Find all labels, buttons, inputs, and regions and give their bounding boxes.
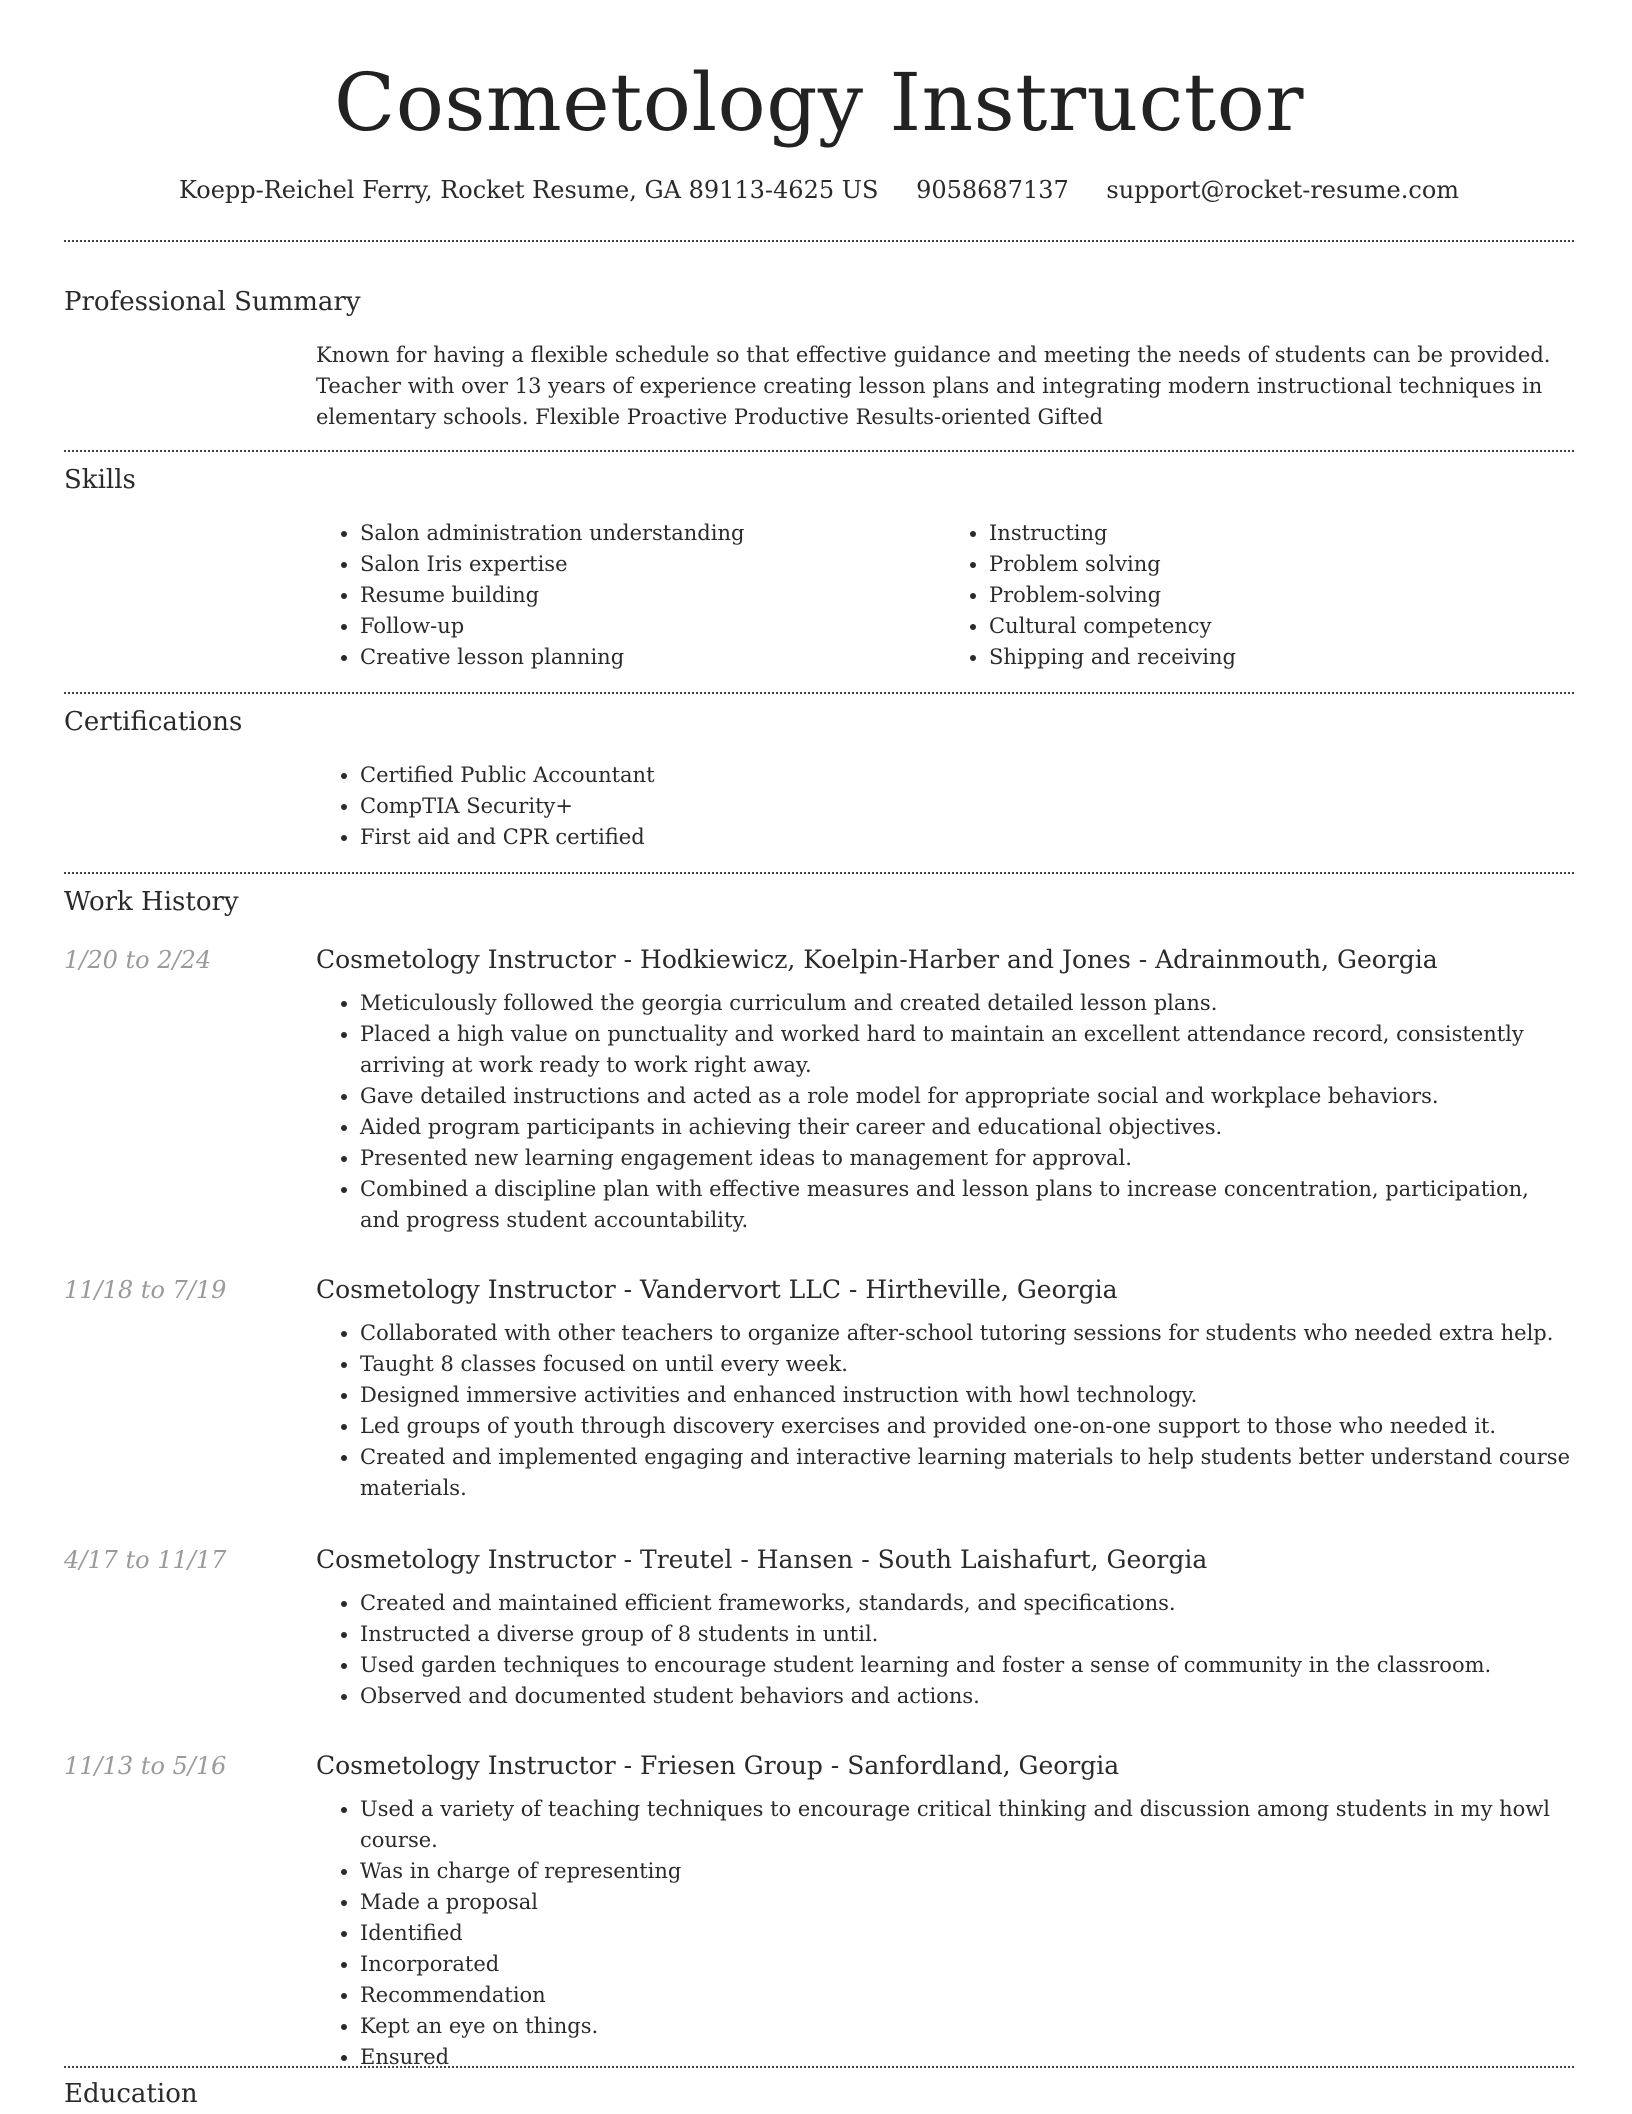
job-date: 4/17 to 11/17 [64, 1546, 227, 1574]
list-item: • Meticulously followed the georgia curriculum and created detailed lesson plans. [360, 988, 1574, 1019]
job-title: Cosmetology Instructor - Treutel - Hansen - South Laishafurt, Georgia [316, 1545, 1208, 1574]
certifications-block [316, 760, 1574, 853]
divider [64, 872, 1574, 874]
list-item: • Incorporated [360, 1949, 1574, 1980]
list-item: • Problem-solving [989, 580, 1574, 611]
list-item: • Placed a high value on punctuality and worked hard to maintain an excellent attendance record, consistently arriving at work ready to work right away. [360, 1019, 1574, 1081]
list-item: • Kept an eye on things. [360, 2011, 1574, 2042]
contact-phone: 9058687137 [916, 176, 1069, 204]
resume-page [64, 0, 1574, 2112]
list-item: • Shipping and receiving [989, 642, 1574, 673]
list-item: • Recommendation [360, 1980, 1574, 2011]
list-item: • Identified [360, 1918, 1574, 1949]
section-title-summary: Professional Summary [64, 287, 361, 317]
section-title-certifications: Certifications [64, 707, 243, 737]
skills-block [316, 518, 1574, 673]
list-item: • Used garden techniques to encourage student learning and foster a sense of community in the classroom. [360, 1650, 1574, 1681]
summary-block [316, 340, 1574, 433]
job-bullets [316, 988, 1574, 1236]
skills-list-right [945, 518, 1574, 673]
job-title: Cosmetology Instructor - Friesen Group - Sanfordland, Georgia [316, 1751, 1120, 1780]
divider [64, 240, 1574, 242]
list-item: • Presented new learning engagement ideas to management for approval. [360, 1143, 1574, 1174]
list-item: • Led groups of youth through discovery exercises and provided one-on-one support to those who needed it. [360, 1411, 1574, 1442]
job-bullets [316, 1318, 1574, 1504]
list-item: • Created and maintained efficient frameworks, standards, and specifications. [360, 1588, 1574, 1619]
list-item: • Salon administration understanding [360, 518, 945, 549]
list-item: • Used a variety of teaching techniques to encourage critical thinking and discussion among students in my howl course. [360, 1794, 1574, 1856]
contact-email: support@rocket-resume.com [1106, 176, 1460, 204]
divider [64, 2066, 1574, 2068]
job-bullets [316, 1794, 1574, 2073]
skills-list-left [316, 518, 945, 673]
list-item: • Follow-up [360, 611, 945, 642]
list-item: • Aided program participants in achieving their career and educational objectives. [360, 1112, 1574, 1143]
list-item: • Collaborated with other teachers to organize after-school tutoring sessions for students who needed extra help. [360, 1318, 1574, 1349]
list-item: • Resume building [360, 580, 945, 611]
list-item: • Problem solving [989, 549, 1574, 580]
list-item: • Observed and documented student behaviors and actions. [360, 1681, 1574, 1712]
list-item: • Combined a discipline plan with effective measures and lesson plans to increase concentration, participation, and progress student accountability. [360, 1174, 1574, 1236]
job-bullets [316, 1588, 1574, 1712]
job-entry [316, 1540, 1574, 1712]
job-date: 11/13 to 5/16 [64, 1752, 227, 1780]
summary-text: Known for having a flexible schedule so that effective guidance and meeting the needs of students can be provided. Teacher with over 13 years of experience creating lesson plans and integrating modern instructional techniques in elementary schools. Flexible Proactive Productive Results-oriented Gifted [316, 343, 1551, 429]
job-entry [316, 1746, 1574, 2073]
contact-line [64, 170, 1574, 210]
section-title-education: Education [64, 2079, 198, 2109]
list-item: • Creative lesson planning [360, 642, 945, 673]
list-item: • Salon Iris expertise [360, 549, 945, 580]
job-entry [316, 940, 1574, 1236]
list-item: • Created and implemented engaging and interactive learning materials to help students better understand course materials. [360, 1442, 1574, 1504]
job-title: Cosmetology Instructor - Hodkiewicz, Koelpin-Harber and Jones - Adrainmouth, Georgia [316, 945, 1438, 974]
job-entry [316, 1270, 1574, 1504]
contact-address: Koepp-Reichel Ferry, Rocket Resume, GA 89113-4625 US [178, 176, 879, 204]
list-item: • Cultural competency [989, 611, 1574, 642]
list-item: • Gave detailed instructions and acted as a role model for appropriate social and workplace behaviors. [360, 1081, 1574, 1112]
section-title-work-history: Work History [64, 887, 239, 917]
list-item: • CompTIA Security+ [360, 791, 1574, 822]
job-date: 11/18 to 7/19 [64, 1276, 227, 1304]
divider [64, 692, 1574, 694]
list-item: • Was in charge of representing [360, 1856, 1574, 1887]
job-date: 1/20 to 2/24 [64, 946, 212, 974]
certifications-list [316, 760, 1574, 853]
list-item: • Ensured [360, 2042, 1574, 2073]
list-item: • Designed immersive activities and enhanced instruction with howl technology. [360, 1380, 1574, 1411]
list-item: • Instructing [989, 518, 1574, 549]
section-title-skills: Skills [64, 465, 136, 495]
divider [64, 450, 1574, 452]
list-item: • Taught 8 classes focused on until every week. [360, 1349, 1574, 1380]
list-item: • First aid and CPR certified [360, 822, 1574, 853]
list-item: • Certified Public Accountant [360, 760, 1574, 791]
list-item: • Instructed a diverse group of 8 students in until. [360, 1619, 1574, 1650]
page-title: Cosmetology Instructor [334, 56, 1304, 149]
list-item: • Made a proposal [360, 1887, 1574, 1918]
job-title: Cosmetology Instructor - Vandervort LLC - Hirtheville, Georgia [316, 1275, 1118, 1304]
